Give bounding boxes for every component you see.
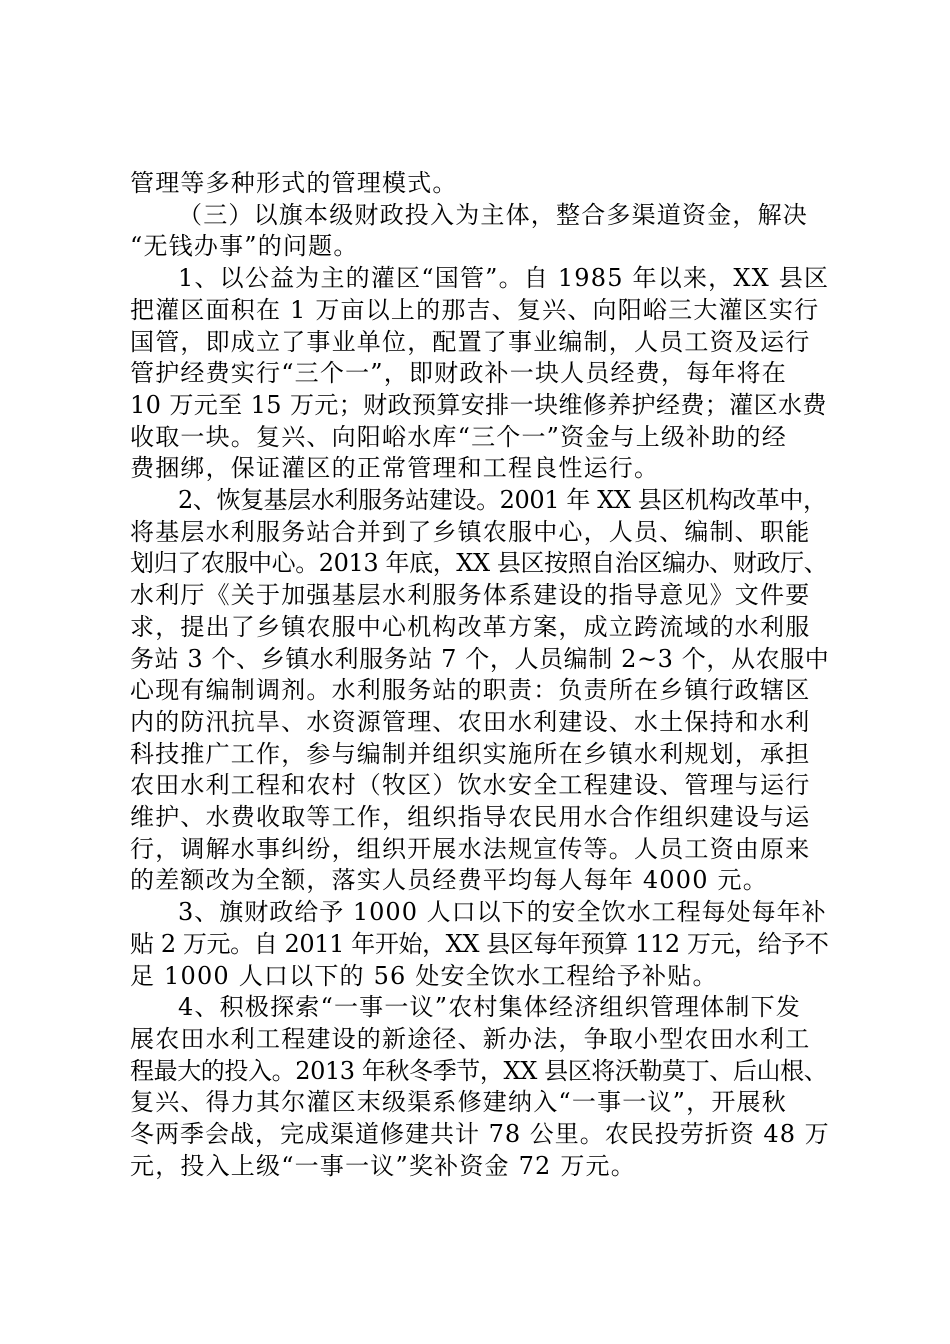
text-line: 务站 3 个、乡镇水利服务站 7 个，人员编制 2~3 个，从农服中: [130, 644, 830, 673]
text-line: 贴 2 万元。自 2011 年开始，XX 县区每年预算 112 万元，给予不: [130, 929, 829, 958]
document-body: [130, 168, 830, 1183]
text-line: 冬两季会战，完成渠道修建共计 78 公里。农民投劳折资 48 万: [130, 1120, 830, 1149]
text-line: 求，提出了乡镇农服中心机构改革方案，成立跨流域的水利服: [130, 612, 811, 641]
text-line: 3、旗财政给予 1000 人口以下的安全饮水工程每处每年补: [178, 898, 827, 927]
text-line: 程最大的投入。2013 年秋冬季节，XX 县区将沃勒莫丁、后山根、: [130, 1056, 828, 1085]
text-line: 内的防汛抗旱、水资源管理、农田水利建设、水土保持和水利: [130, 707, 811, 736]
text-line: 把灌区面积在 1 万亩以上的那吉、复兴、向阳峪三大灌区实行: [130, 295, 820, 324]
text-line: 复兴、得力其尔灌区末级渠系修建纳入“一事一议”，开展秋: [130, 1088, 787, 1117]
text-line: 足 1000 人口以下的 56 处安全饮水工程给予补贴。: [130, 961, 718, 990]
text-line: （三）以旗本级财政投入为主体，整合多渠道资金，解决: [178, 200, 808, 229]
text-line: 心现有编制调剂。水利服务站的职责：负责所在乡镇行政辖区: [130, 676, 811, 705]
text-line: 管护经费实行“三个一”，即财政补一块人员经费，每年将在: [130, 359, 787, 388]
text-line: 1、以公益为主的灌区“国管”。自 1985 年以来，XX 县区: [178, 264, 830, 293]
text-line: 科技推广工作，参与编制并组织实施所在乡镇水利规划，承担: [130, 739, 811, 768]
text-line: 国管，即成立了事业单位，配置了事业编制，人员工资及运行: [130, 327, 811, 356]
text-line: “无钱办事”的问题。: [130, 232, 359, 261]
text-line: 行，调解水事纠纷，组织开展水法规宣传等。人员工资由原来: [130, 834, 811, 863]
text-line: 维护、水费收取等工作，组织指导农民用水合作组织建设与运: [130, 803, 811, 832]
text-line: 将基层水利服务站合并到了乡镇农服中心，人员、编制、职能: [130, 517, 811, 546]
text-line: 费捆绑，保证灌区的正常管理和工程良性运行。: [130, 454, 660, 483]
text-line: 收取一块。复兴、向阳峪水库“三个一”资金与上级补助的经: [130, 422, 787, 451]
text-line: 展农田水利工程建设的新途径、新办法，争取小型农田水利工: [130, 1024, 811, 1053]
text-line: 2、恢复基层水利服务站建设。2001 年 XX 县区机构改革中，: [178, 486, 827, 515]
text-line: 4、积极探索“一事一议”农村集体经济组织管理体制下发: [178, 993, 802, 1022]
text-line: 水利厅《关于加强基层水利服务体系建设的指导意见》文件要: [130, 581, 811, 610]
text-line: 元，投入上级“一事一议”奖补资金 72 万元。: [130, 1151, 636, 1180]
text-line: 农田水利工程和农村（牧区）饮水安全工程建设、管理与运行: [130, 771, 811, 800]
text-line: 管理等多种形式的管理模式。: [130, 169, 458, 197]
text-line: 的差额改为全额，落实人员经费平均每人每年 4000 元。: [130, 866, 768, 895]
text-line: 划归了农服中心。2013 年底，XX 县区按照自治区编办、财政厅、: [130, 549, 828, 578]
text-line: 10 万元至 15 万元；财政预算安排一块维修养护经费；灌区水费: [130, 390, 827, 419]
